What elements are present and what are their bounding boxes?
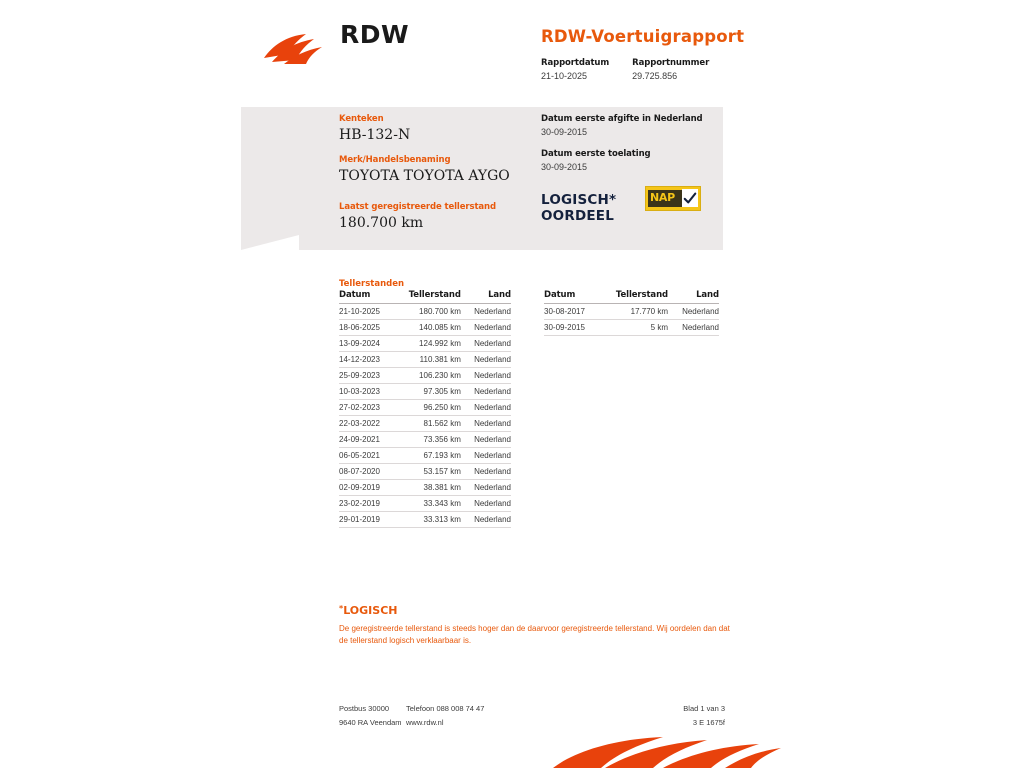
cell-datum: 18-06-2025 bbox=[339, 320, 392, 336]
meta-rapportdatum bbox=[541, 58, 609, 81]
cell-datum: 30-09-2015 bbox=[544, 320, 598, 336]
page-title: RDW-Voertuigrapport bbox=[541, 27, 745, 46]
cell-land: Nederland bbox=[463, 512, 511, 528]
logisch-note bbox=[339, 604, 731, 647]
cell-land: Nederland bbox=[463, 400, 511, 416]
cell-datum: 08-07-2020 bbox=[339, 464, 392, 480]
cell-tellerstand: 53.157 km bbox=[392, 464, 463, 480]
meta-value: 21-10-2025 bbox=[541, 71, 588, 81]
cell-datum: 23-02-2019 bbox=[339, 496, 392, 512]
cell-tellerstand: 33.343 km bbox=[392, 496, 463, 512]
verdict-text bbox=[541, 192, 616, 224]
column-header-land: Land bbox=[463, 290, 511, 304]
cell-land: Nederland bbox=[463, 464, 511, 480]
cell-land: Nederland bbox=[463, 448, 511, 464]
cell-tellerstand: 96.250 km bbox=[392, 400, 463, 416]
cell-tellerstand: 67.193 km bbox=[392, 448, 463, 464]
table-row bbox=[544, 304, 719, 320]
cell-land: Nederland bbox=[463, 336, 511, 352]
table-row bbox=[339, 416, 511, 432]
table-row bbox=[339, 352, 511, 368]
field-label: Merk/Handelsbenaming bbox=[339, 155, 451, 165]
field-label: Kenteken bbox=[339, 114, 384, 124]
cell-datum: 10-03-2023 bbox=[339, 384, 392, 400]
rdw-watermark-logo-icon bbox=[545, 735, 785, 768]
field-value: 180.700 km bbox=[339, 215, 424, 231]
summary-left-column bbox=[339, 114, 529, 243]
note-star: * bbox=[339, 604, 344, 613]
field-datum-eerste-afgifte-nl bbox=[541, 114, 731, 137]
field-value: 30-09-2015 bbox=[541, 127, 588, 137]
cell-tellerstand: 180.700 km bbox=[392, 304, 463, 320]
cell-tellerstand: 110.381 km bbox=[392, 352, 463, 368]
field-value: HB-132-N bbox=[339, 127, 411, 143]
cell-land: Nederland bbox=[463, 320, 511, 336]
table-row bbox=[339, 480, 511, 496]
cell-tellerstand: 73.356 km bbox=[392, 432, 463, 448]
cell-datum: 14-12-2023 bbox=[339, 352, 392, 368]
field-kenteken bbox=[339, 114, 529, 143]
mileage-table-left bbox=[339, 290, 511, 528]
footer-doc-code: 3 E 1675f bbox=[692, 718, 725, 727]
field-value: TOYOTA TOYOTA AYGO bbox=[339, 168, 510, 184]
cell-tellerstand: 33.313 km bbox=[392, 512, 463, 528]
meta-value: 29.725.856 bbox=[632, 71, 678, 81]
cell-datum: 24-09-2021 bbox=[339, 432, 392, 448]
cell-datum: 21-10-2025 bbox=[339, 304, 392, 320]
cell-tellerstand: 17.770 km bbox=[598, 304, 670, 320]
footer-address bbox=[339, 702, 402, 730]
table-row bbox=[339, 384, 511, 400]
cell-tellerstand: 97.305 km bbox=[392, 384, 463, 400]
verdict-line-1: LOGISCH* bbox=[541, 192, 617, 208]
table-row bbox=[339, 320, 511, 336]
column-header-land: Land bbox=[670, 290, 719, 304]
cell-tellerstand: 140.085 km bbox=[392, 320, 463, 336]
rdw-swoosh-logo-icon bbox=[262, 32, 330, 66]
verdict-line-2: OORDEEL bbox=[541, 208, 615, 224]
column-header-datum: Datum bbox=[339, 290, 392, 304]
cell-land: Nederland bbox=[463, 496, 511, 512]
meta-label: Rapportdatum bbox=[541, 58, 610, 68]
footer-website[interactable]: www.rdw.nl bbox=[406, 718, 444, 727]
table-header-row bbox=[339, 290, 511, 304]
field-laatste-tellerstand bbox=[339, 202, 529, 231]
cell-datum: 22-03-2022 bbox=[339, 416, 392, 432]
table-row bbox=[339, 512, 511, 528]
footer-page-number: Blad 1 van 3 bbox=[683, 704, 725, 713]
meta-rapportnummer bbox=[632, 58, 709, 81]
brand-name: RDW bbox=[340, 20, 410, 49]
cell-tellerstand: 5 km bbox=[598, 320, 670, 336]
summary-right-column bbox=[541, 114, 731, 184]
check-mark-icon bbox=[682, 189, 698, 207]
nap-badge-label: NAP bbox=[650, 191, 675, 204]
table-row bbox=[339, 432, 511, 448]
note-title bbox=[339, 604, 731, 617]
footer-address-line-2: 9640 RA Veendam bbox=[339, 718, 402, 727]
cell-datum: 02-09-2019 bbox=[339, 480, 392, 496]
nap-badge bbox=[645, 186, 701, 211]
cell-datum: 29-01-2019 bbox=[339, 512, 392, 528]
table-row bbox=[544, 320, 719, 336]
table-row bbox=[339, 336, 511, 352]
field-label: Datum eerste afgifte in Nederland bbox=[541, 114, 703, 124]
cell-datum: 25-09-2023 bbox=[339, 368, 392, 384]
note-title-text: LOGISCH bbox=[343, 604, 398, 617]
table-row bbox=[339, 448, 511, 464]
cell-land: Nederland bbox=[670, 304, 719, 320]
cell-land: Nederland bbox=[670, 320, 719, 336]
cell-tellerstand: 124.992 km bbox=[392, 336, 463, 352]
footer-address-line-1: Postbus 30000 bbox=[339, 704, 390, 713]
cell-land: Nederland bbox=[463, 352, 511, 368]
cell-tellerstand: 106.230 km bbox=[392, 368, 463, 384]
footer-page-info bbox=[620, 702, 725, 730]
cell-land: Nederland bbox=[463, 384, 511, 400]
field-datum-eerste-toelating bbox=[541, 149, 731, 172]
field-value: 30-09-2015 bbox=[541, 162, 588, 172]
cell-land: Nederland bbox=[463, 432, 511, 448]
mileage-section-title: Tellerstanden bbox=[339, 279, 405, 289]
table-row bbox=[339, 368, 511, 384]
field-merk-handelsbenaming bbox=[339, 155, 529, 184]
cell-datum: 27-02-2023 bbox=[339, 400, 392, 416]
column-header-tellerstand: Tellerstand bbox=[392, 290, 463, 304]
cell-land: Nederland bbox=[463, 368, 511, 384]
cell-land: Nederland bbox=[463, 480, 511, 496]
cell-land: Nederland bbox=[463, 304, 511, 320]
footer-contact bbox=[406, 702, 484, 730]
footer-phone: Telefoon 088 008 74 47 bbox=[406, 704, 485, 713]
report-meta bbox=[541, 58, 709, 81]
table-row bbox=[339, 400, 511, 416]
column-header-datum: Datum bbox=[544, 290, 598, 304]
cell-datum: 13-09-2024 bbox=[339, 336, 392, 352]
cell-datum: 06-05-2021 bbox=[339, 448, 392, 464]
field-label: Laatst geregistreerde tellerstand bbox=[339, 202, 496, 212]
cell-datum: 30-08-2017 bbox=[544, 304, 598, 320]
rdw-logo bbox=[262, 20, 432, 75]
note-body: De geregistreerde tellerstand is steeds hoger dan de daarvoor geregistreerde tellerstand. Wij oordelen dan dat de tellerstand logisch verklaarbaar is. bbox=[339, 624, 730, 645]
cell-tellerstand: 81.562 km bbox=[392, 416, 463, 432]
table-row bbox=[339, 464, 511, 480]
meta-label: Rapportnummer bbox=[632, 58, 710, 68]
column-header-tellerstand: Tellerstand bbox=[598, 290, 670, 304]
cell-tellerstand: 38.381 km bbox=[392, 480, 463, 496]
table-header-row bbox=[544, 290, 719, 304]
cell-land: Nederland bbox=[463, 416, 511, 432]
table-row bbox=[339, 304, 511, 320]
mileage-table-right bbox=[544, 290, 719, 336]
field-label: Datum eerste toelating bbox=[541, 149, 651, 159]
table-row bbox=[339, 496, 511, 512]
